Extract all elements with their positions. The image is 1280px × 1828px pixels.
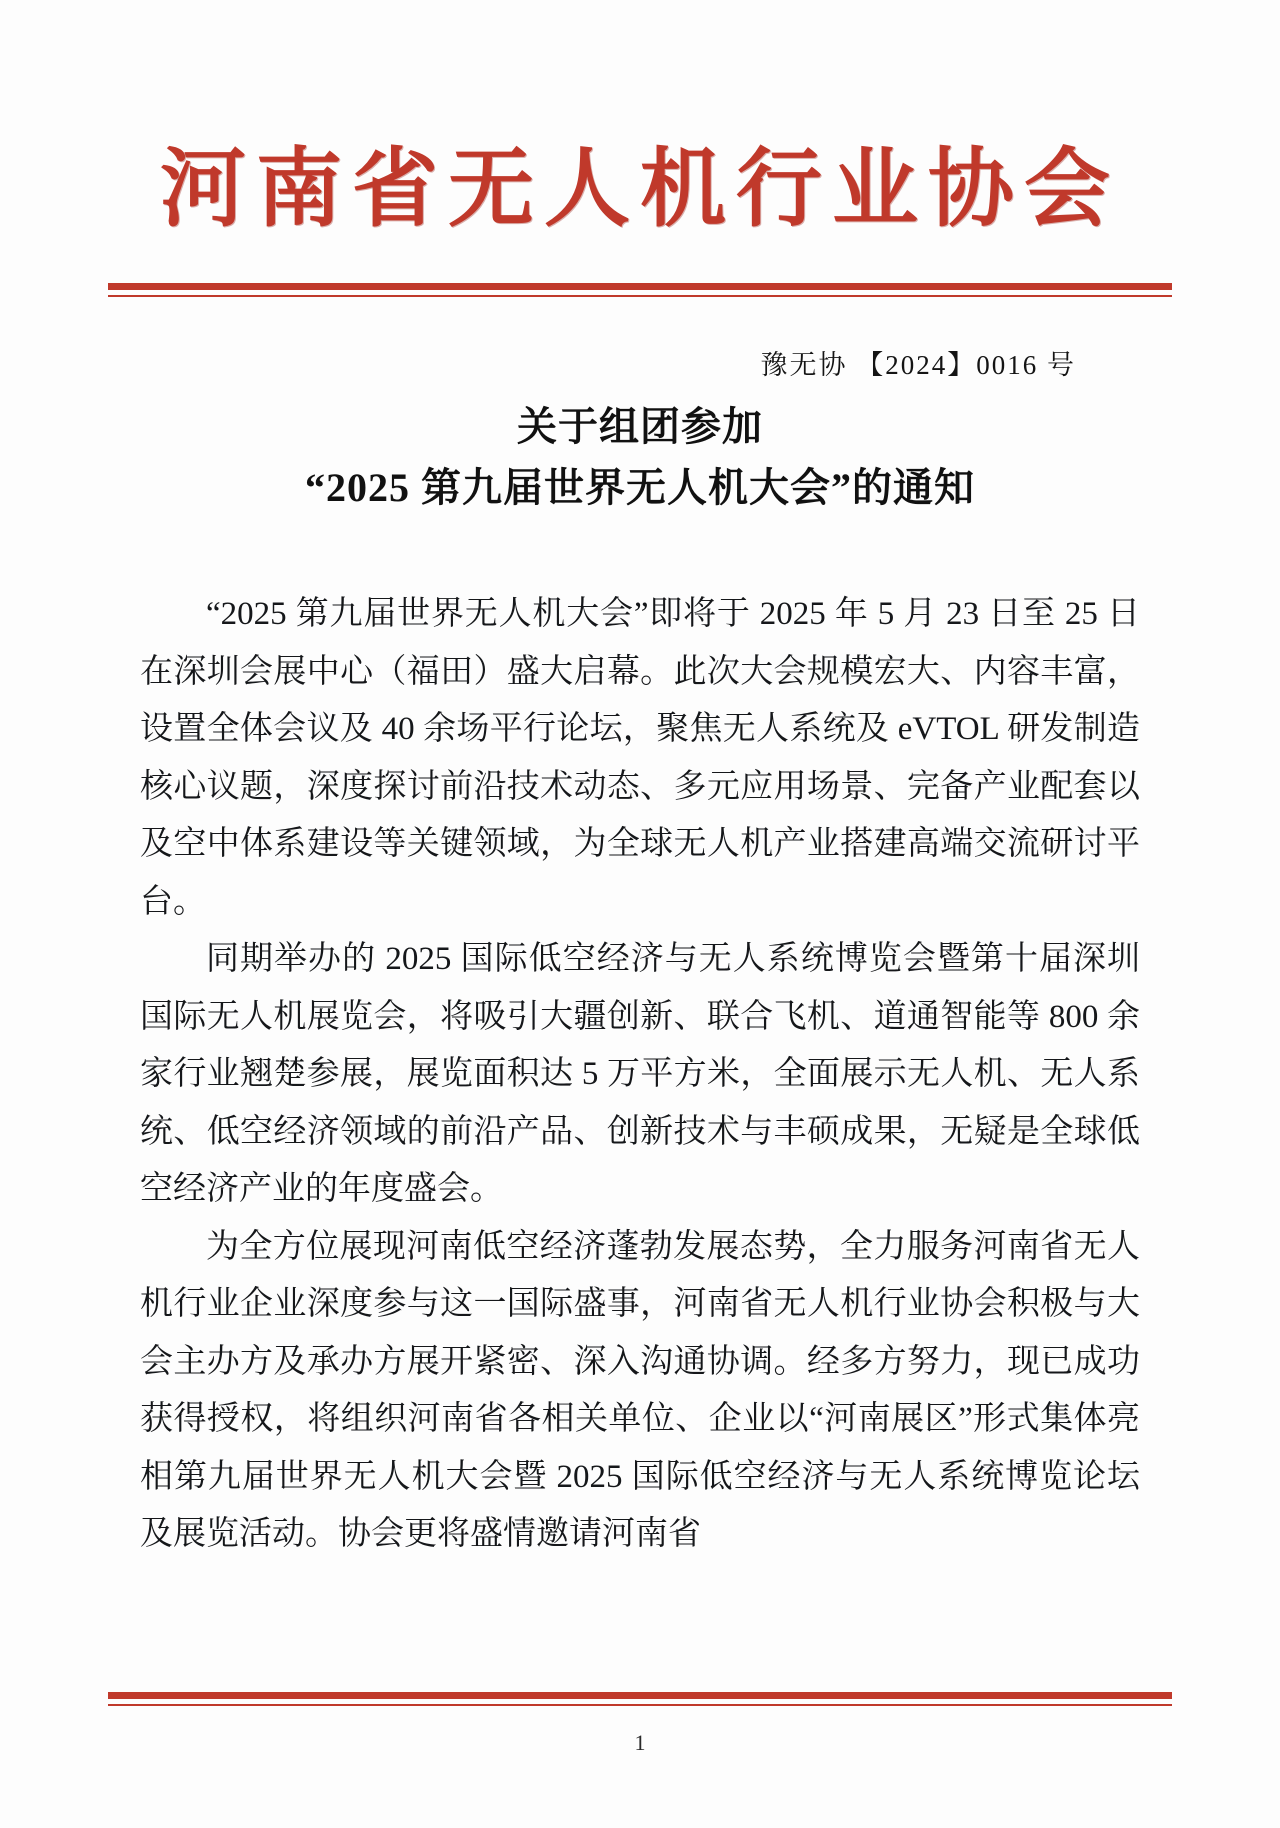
body-paragraph: 同期举办的 2025 国际低空经济与无人系统博览会暨第十届深圳国际无人机展览会，将吸引大疆创新、联合飞机、道通智能等 800 余家行业翘楚参展，展览面积达 5 万平方米，全面展示无人机、无人系统、低空经济领域的前沿产品、创新技术与丰硕成果，无疑是全球低空经济产业的年度盛会。 xyxy=(140,941,1140,1207)
page-number: 1 xyxy=(634,1730,646,1755)
body-paragraph: “2025 第九届世界无人机大会”即将于 2025 年 5 月 23 日至 25 日在深圳会展中心（福田）盛大启幕。此次大会规模宏大、内容丰富，设置全体会议及 40 余场平行论坛，聚焦无人系统及 eVTOL 研发制造核心议题，深度探讨前沿技术动态、多元应用场景、完备产业配套以及空中体系建设等关键领域，为全球无人机产业搭建高端交流研讨平台。 xyxy=(140,596,1140,920)
header-rule-thick xyxy=(108,283,1172,290)
header-divider xyxy=(108,283,1172,297)
page-title-line-1: 关于组团参加 xyxy=(517,404,763,449)
letterhead xyxy=(0,141,1280,237)
page-title xyxy=(0,397,1280,519)
document-body xyxy=(140,586,1140,1564)
body-paragraph: 为全方位展现河南低空经济蓬勃发展态势，全力服务河南省无人机行业企业深度参与这一国际盛事，河南省无人机行业协会积极与大会主办方及承办方展开紧密、深入沟通协调。经多方努力，现已成功获得授权，将组织河南省各相关单位、企业以“河南展区”形式集体亮相第九届世界无人机大会暨 2025 国际低空经济与无人系统博览论坛及展览活动。协会更将盛情邀请河南省 xyxy=(140,1228,1140,1552)
footer-divider xyxy=(108,1692,1172,1706)
page-title-line-2: “2025 第九届世界无人机大会”的通知 xyxy=(305,464,975,510)
document-number: 豫无协 【2024】0016 号 xyxy=(760,350,1076,380)
footer-rule-thick xyxy=(108,1692,1172,1699)
letterhead-title: 河南省无人机行业协会 xyxy=(160,141,1120,237)
footer-rule-thin xyxy=(108,1704,1172,1706)
header-rule-thin xyxy=(108,295,1172,297)
